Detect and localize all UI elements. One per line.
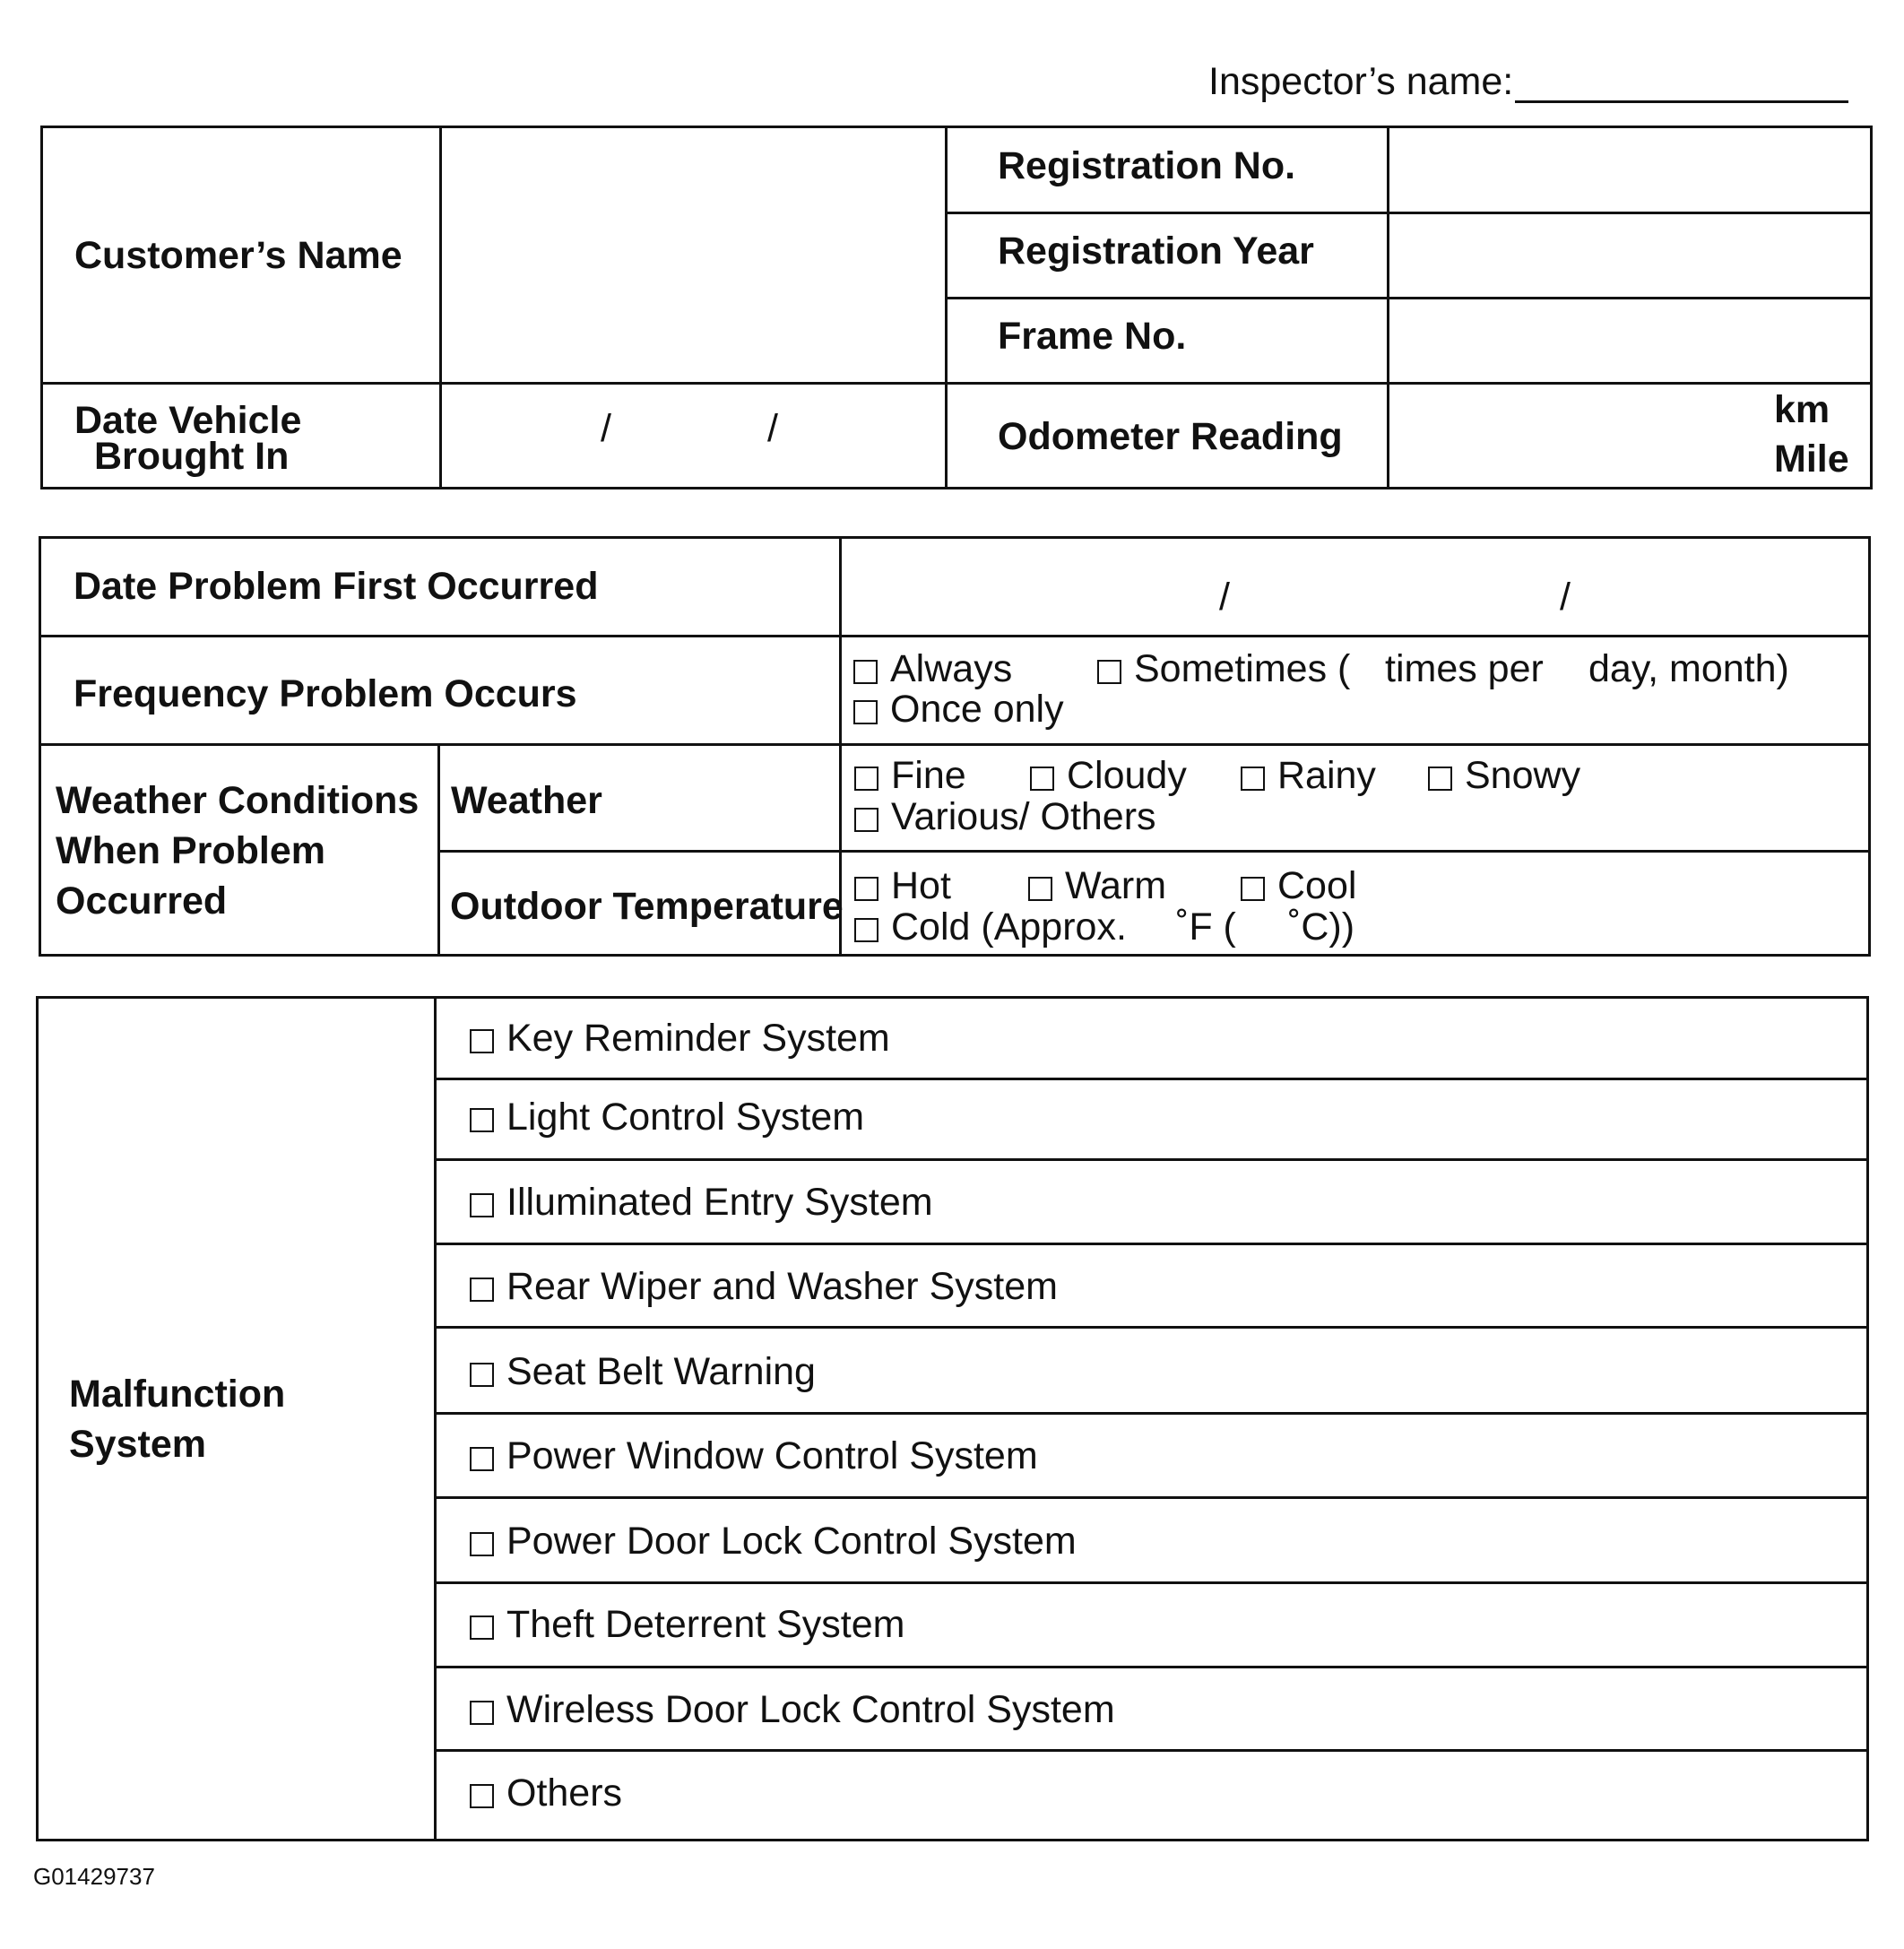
checkbox[interactable] — [470, 1447, 494, 1471]
malfunction-item-text: Rear Wiper and Washer System — [506, 1265, 1058, 1308]
date-vehicle-in-field[interactable] — [443, 385, 943, 488]
date-problem-first-field[interactable] — [843, 540, 1868, 633]
malfunction-item-text: Power Window Control System — [506, 1434, 1038, 1477]
temp-cold-option[interactable] — [854, 905, 1127, 949]
checkbox[interactable] — [853, 700, 878, 724]
malfunction-item-text: Wireless Door Lock Control System — [506, 1688, 1115, 1731]
unit-mile: Mile — [1774, 437, 1849, 481]
weather-rainy-option[interactable] — [1241, 754, 1376, 798]
checkbox[interactable] — [854, 767, 878, 791]
temp-fahrenheit-text: ˚F ( — [1176, 905, 1236, 949]
malfunction-label-line1: Malfunction — [69, 1373, 286, 1416]
malfunction-item-text: Others — [506, 1771, 623, 1815]
weather-group-label-line3: Occurred — [56, 879, 228, 923]
malfunction-item-text: Seat Belt Warning — [506, 1350, 816, 1393]
registration-no-field[interactable] — [1390, 129, 1869, 210]
malfunction-item-rear-wiper[interactable] — [470, 1265, 1058, 1309]
checkbox[interactable] — [470, 1193, 494, 1217]
date-vehicle-in-label-line1: Date Vehicle — [74, 399, 302, 442]
weather-cloudy-option[interactable] — [1030, 754, 1187, 798]
temp-celsius-text: ˚C)) — [1288, 905, 1355, 949]
malfunction-item-power-door-lock[interactable] — [470, 1520, 1077, 1564]
outdoor-temperature-label: Outdoor Temperature — [450, 885, 844, 928]
weather-option-text: Snowy — [1465, 754, 1581, 797]
temp-warm-option[interactable] — [1028, 864, 1166, 908]
checkbox[interactable] — [1241, 877, 1265, 901]
weather-option-text: Fine — [891, 754, 966, 797]
checkbox[interactable] — [470, 1784, 494, 1808]
customer-name-field[interactable] — [443, 129, 943, 380]
inspector-name-label: Inspector’s name: — [1208, 60, 1514, 103]
odometer-field[interactable] — [1390, 385, 1869, 488]
checkbox[interactable] — [470, 1029, 494, 1053]
malfunction-item-text: Power Door Lock Control System — [506, 1520, 1077, 1563]
checkbox[interactable] — [470, 1532, 494, 1556]
checkbox[interactable] — [470, 1108, 494, 1132]
malfunction-label-line2: System — [69, 1423, 206, 1466]
temp-option-text: Hot — [891, 864, 951, 907]
freq-always-text: Always — [890, 647, 1013, 690]
date-vehicle-in-label-line2: Brought In — [94, 435, 290, 478]
freq-once-option[interactable] — [853, 688, 1064, 732]
checkbox[interactable] — [1428, 767, 1452, 791]
malfunction-item-theft-deterrent[interactable] — [470, 1603, 905, 1647]
weather-fine-option[interactable] — [854, 754, 966, 798]
freq-sometimes-option[interactable] — [1097, 647, 1350, 691]
malfunction-item-light-control[interactable] — [470, 1096, 864, 1139]
freq-sometimes-text: Sometimes ( — [1134, 647, 1351, 690]
checkbox[interactable] — [1241, 767, 1265, 791]
freq-once-text: Once only — [890, 688, 1064, 731]
unit-km: km — [1774, 388, 1830, 431]
weather-other-option[interactable] — [854, 795, 1156, 839]
checkbox[interactable] — [854, 877, 878, 901]
checkbox[interactable] — [470, 1278, 494, 1302]
checkbox[interactable] — [1097, 660, 1121, 684]
checkbox[interactable] — [854, 918, 878, 942]
temp-cold-text: Cold (Approx. — [891, 905, 1127, 949]
weather-group-label-line1: Weather Conditions — [56, 779, 420, 822]
date-separator: / — [767, 407, 778, 450]
checkbox[interactable] — [853, 660, 878, 684]
freq-times-per-text: times per — [1385, 647, 1544, 690]
weather-option-text: Rainy — [1277, 754, 1376, 797]
registration-year-field[interactable] — [1390, 215, 1869, 296]
weather-label: Weather — [451, 779, 602, 822]
checkbox[interactable] — [1028, 877, 1052, 901]
malfunction-item-seat-belt[interactable] — [470, 1350, 816, 1394]
odometer-label: Odometer Reading — [998, 415, 1343, 458]
date-problem-first-label: Date Problem First Occurred — [74, 565, 599, 608]
checkbox[interactable] — [854, 808, 878, 832]
checkbox[interactable] — [470, 1701, 494, 1725]
frame-no-field[interactable] — [1390, 300, 1869, 381]
temp-hot-option[interactable] — [854, 864, 951, 908]
malfunction-item-text: Light Control System — [506, 1096, 865, 1139]
freq-day-month-text: day, month) — [1588, 647, 1789, 690]
date-separator: / — [601, 407, 611, 450]
checkbox[interactable] — [470, 1616, 494, 1640]
weather-option-text: Various/ Others — [891, 795, 1156, 838]
malfunction-item-key-reminder[interactable] — [470, 1017, 890, 1061]
date-separator: / — [1219, 576, 1230, 619]
frequency-label: Frequency Problem Occurs — [74, 672, 577, 715]
checkbox[interactable] — [1030, 767, 1054, 791]
freq-always-option[interactable] — [853, 647, 1012, 691]
figure-id: G01429737 — [33, 1863, 155, 1890]
weather-group-label-line2: When Problem — [56, 829, 326, 872]
temp-cool-option[interactable] — [1241, 864, 1356, 908]
weather-snowy-option[interactable] — [1428, 754, 1580, 798]
date-separator: / — [1560, 576, 1571, 619]
malfunction-item-text: Theft Deterrent System — [506, 1603, 905, 1646]
malfunction-item-text: Key Reminder System — [506, 1017, 890, 1060]
temp-option-text: Cool — [1277, 864, 1357, 907]
registration-year-label: Registration Year — [998, 230, 1314, 273]
customer-name-label: Customer’s Name — [74, 234, 402, 277]
inspector-name-input[interactable] — [1515, 100, 1848, 103]
malfunction-item-illuminated-entry[interactable] — [470, 1181, 933, 1225]
malfunction-item-power-window[interactable] — [470, 1434, 1038, 1478]
malfunction-item-others[interactable] — [470, 1771, 622, 1815]
checkbox[interactable] — [470, 1363, 494, 1387]
temp-option-text: Warm — [1065, 864, 1167, 907]
malfunction-item-wireless-door-lock[interactable] — [470, 1688, 1115, 1732]
registration-no-label: Registration No. — [998, 144, 1296, 187]
frame-no-label: Frame No. — [998, 315, 1187, 358]
weather-option-text: Cloudy — [1067, 754, 1187, 797]
malfunction-item-text: Illuminated Entry System — [506, 1181, 933, 1224]
